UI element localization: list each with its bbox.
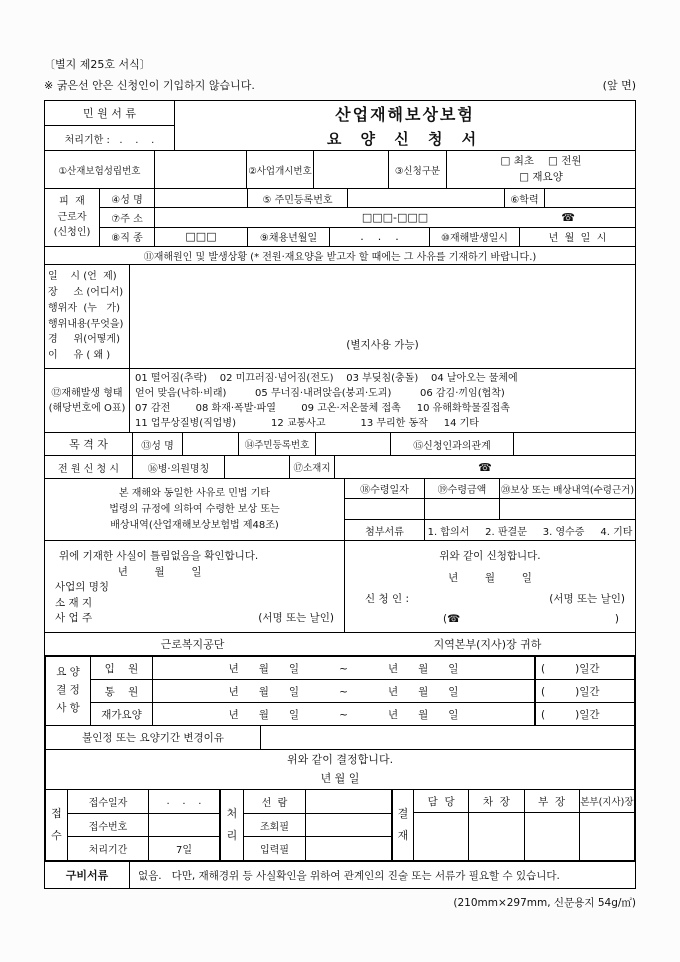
cause-header-row xyxy=(45,247,635,265)
worker-block xyxy=(45,189,635,247)
worker-name-label: ④성 명 xyxy=(100,189,155,207)
accident-type-options[interactable]: 01 떨어짐(추락) 02 미끄러짐·넘어짐(전도) 03 부딪침(충돌) 04 날아오는 물체에 얻어 맞음(낙하·비래) 05 무너짐·내려앉음(붕괴·도괴) 06 감김·끼임(협착) 07 감전 08 화재·폭발·파열 09 고온·저온물체 접촉 10 유해화학물질접촉 11 업무상질병(직업병) 12 교통사고 13 무리한 동작 14 기타 xyxy=(135,372,518,429)
cause-what-label: 행위내용(무엇을) xyxy=(48,318,124,330)
application-form-table xyxy=(44,100,636,889)
phone-icon: ☎ xyxy=(561,210,575,224)
witness-row xyxy=(45,433,635,456)
applicant-phone-close: ) xyxy=(614,612,619,625)
approval-group-label: 결 재 xyxy=(391,790,414,860)
insurance-estab-no-label: ①산재보험성립번호 xyxy=(45,151,155,188)
required-documents-label: 구비서류 xyxy=(45,862,130,888)
worker-address-label: ⑦주 소 xyxy=(100,208,155,226)
worker-rrn-input[interactable] xyxy=(348,189,505,207)
attachments-items: 1. 합의서 2. 판결문 3. 영수증 4. 기타 xyxy=(427,526,633,538)
transfer-row-label: 전 원 신 청 시 xyxy=(45,456,133,478)
cause-header-label: ⑪재해원인 및 발생상황 (* 전원·재요양을 받고자 할 때에는 그 사유를 기재하기 바랍니다.) xyxy=(143,252,537,263)
compensation-detail-input[interactable] xyxy=(500,499,635,519)
accident-datetime-input[interactable]: 년 월 일 시 xyxy=(548,233,607,245)
form-title-line2: 요 양 신 청 서 xyxy=(326,130,484,148)
accident-type-row xyxy=(45,369,635,433)
phone-icon: (☎ xyxy=(443,612,461,625)
bold-line-notice: ※ 굵은선 안은 신청인이 기입하지 않습니다. xyxy=(44,79,255,92)
entry-done-input[interactable] xyxy=(306,837,391,860)
cause-when-label: 일 시 (언 제) xyxy=(48,271,117,283)
decision-statement: 위와 같이 결정합니다. xyxy=(286,752,394,766)
compensation-desc: 본 재해와 동일한 사유로 민법 기타 법령의 규정에 의하여 수령한 보상 또는 배상내역(산업재해보상보험법 제48조) xyxy=(45,479,345,540)
approval-col-director: 본부(지사)장 xyxy=(580,797,634,808)
decision-type-outpatient: 통 원 xyxy=(91,680,153,702)
worker-education-input[interactable] xyxy=(545,189,635,207)
decision-type-homecare: 재가요양 xyxy=(91,703,153,725)
cause-why-label: 이 유 ( 왜 ) xyxy=(48,350,111,362)
approval-sign-deputy[interactable] xyxy=(469,813,524,860)
hire-date-label: ⑨채용년월일 xyxy=(248,228,330,246)
apply-date[interactable]: 년 월 일 xyxy=(448,571,532,584)
required-documents-row xyxy=(45,862,635,888)
receipt-date-label: 접수일자 xyxy=(68,790,149,813)
receipt-block xyxy=(46,790,634,860)
receipt-number-input[interactable] xyxy=(149,814,219,837)
civil-doc-label: 민 원 서 류 xyxy=(83,107,136,120)
process-group-label: 처 리 xyxy=(219,790,244,860)
compensation-block xyxy=(45,479,635,541)
processing-period-value: 7일 xyxy=(175,845,193,857)
addressee-row xyxy=(45,633,635,655)
outpatient-days-input[interactable]: ( )일간 xyxy=(534,680,634,702)
inquiry-done-label: 조회필 xyxy=(244,814,306,837)
inquiry-done-input[interactable] xyxy=(306,814,391,837)
approval-col-deputy: 차 장 xyxy=(469,790,524,812)
apply-statement: 위와 같이 신청합니다. xyxy=(439,550,541,562)
applicant-phone-open[interactable] xyxy=(443,613,460,625)
hospital-name-label: ⑯병·의원명칭 xyxy=(133,456,225,478)
business-start-no-input[interactable] xyxy=(314,151,389,188)
transfer-row xyxy=(45,456,635,479)
employer-confirm-date[interactable]: 년 월 일 xyxy=(117,565,202,578)
business-address-label[interactable]: 소 재 지 xyxy=(55,596,93,609)
rejection-reason-label: 불인정 또는 요양기간 변경이유 xyxy=(46,726,261,749)
receipt-group-label: 접 수 xyxy=(46,790,68,860)
business-start-no-label: ②사업개시번호 xyxy=(247,151,314,188)
cause-description-input[interactable] xyxy=(130,265,635,368)
review-input[interactable] xyxy=(306,790,391,813)
witness-rrn-input[interactable] xyxy=(316,433,391,455)
receive-date-label: ⑱수령일자 xyxy=(345,479,425,498)
compensation-detail-label: ⑳보상 또는 배상내역(수령근거) xyxy=(500,484,635,496)
option-recare-checkbox[interactable]: □ 재요양 xyxy=(519,170,563,183)
care-decision-block xyxy=(46,657,634,726)
approval-col-manager: 부 장 xyxy=(525,790,580,812)
business-owner-label[interactable]: 사 업 주 xyxy=(55,612,93,624)
witness-relation-input[interactable] xyxy=(514,433,635,455)
business-name-label[interactable]: 사업의 명칭 xyxy=(55,581,110,593)
outpatient-period-input[interactable]: 년 월 일 ~ 년 월 일 xyxy=(228,685,459,698)
worker-job-code-boxes[interactable]: □□□ xyxy=(155,228,248,246)
attach-sheet-note: (별지사용 가능) xyxy=(346,339,419,351)
option-initial-checkbox[interactable]: □ 최초 xyxy=(500,154,534,167)
receipt-number-label: 접수번호 xyxy=(68,814,149,837)
applicant-label[interactable]: 신 청 인 : xyxy=(365,593,409,606)
id-numbers-row xyxy=(45,151,635,189)
signature-block xyxy=(45,541,635,633)
attachments-label: 첨부서류 xyxy=(345,520,425,540)
witness-relation-label: ⑮신청인과의관계 xyxy=(391,433,514,455)
hospital-location-input[interactable] xyxy=(335,456,635,478)
receive-amount-label: ⑲수령금액 xyxy=(425,479,500,498)
hospital-location-label: ⑰소재지 xyxy=(290,456,335,478)
processing-period-label: 처리기간 xyxy=(68,837,149,860)
review-label: 선 람 xyxy=(244,790,306,813)
paper-spec-note: (210mm×297mm, 신문용지 54g/㎡) xyxy=(453,897,636,909)
receive-amount-input[interactable] xyxy=(425,499,500,519)
witness-rrn-label: ⑭주민등록번호 xyxy=(239,433,316,455)
form-note: 〔별지 제25호 서식〕 xyxy=(44,58,151,71)
accident-type-label: ⑫재해발생 형태 (해당번호에 O표) xyxy=(45,369,130,432)
inpatient-period-input[interactable]: 년 월 일 ~ 년 월 일 xyxy=(228,662,459,675)
page-side-label: (앞 면) xyxy=(602,79,636,92)
employer-confirm-statement: 위에 기재한 사실이 틀림없음을 확인합니다. xyxy=(59,550,259,562)
approval-col-staff: 담 당 xyxy=(414,790,469,812)
applicant-sign-note: (서명 또는 날인) xyxy=(549,593,625,606)
form-title-line1: 산업재해보상보험 xyxy=(335,105,475,124)
rejection-reason-input[interactable] xyxy=(261,726,634,749)
employer-sign-note: (서명 또는 날인) xyxy=(258,612,334,624)
title-row xyxy=(45,101,635,151)
worker-name-input[interactable] xyxy=(155,189,248,207)
rejection-reason-row xyxy=(46,726,634,750)
hospital-name-input[interactable] xyxy=(225,456,290,478)
insurance-estab-no-input[interactable] xyxy=(155,151,247,188)
phone-icon: ☎ xyxy=(478,460,492,474)
worker-job-label: ⑧직 종 xyxy=(100,228,155,246)
postal-code-boxes[interactable]: □□□-□□□ xyxy=(361,210,429,224)
worker-education-label: ⑥학력 xyxy=(505,189,545,207)
witness-name-input[interactable] xyxy=(183,433,239,455)
worker-address-input[interactable] xyxy=(155,208,635,226)
receive-date-input[interactable] xyxy=(345,499,425,519)
decision-date[interactable]: 년 월 일 xyxy=(320,771,360,785)
addressee-to: 지역본부(지사)장 귀하 xyxy=(433,638,542,651)
form-sheet xyxy=(44,56,636,910)
accident-datetime-label: ⑩재해발생일시 xyxy=(430,228,520,246)
approval-sign-director[interactable] xyxy=(580,813,634,860)
witness-row-label: 목 격 자 xyxy=(45,433,133,455)
worker-group-label: 피 재 근로자 (신청인) xyxy=(45,189,100,246)
decision-type-inpatient: 입 원 xyxy=(91,657,153,679)
receipt-date-input[interactable]: . . . xyxy=(166,795,202,807)
decision-statement-row xyxy=(46,750,634,790)
care-decision-group-label: 요 양 결 정 사 항 xyxy=(46,657,91,725)
approval-sign-manager[interactable] xyxy=(525,813,580,860)
deadline-label: 처리기한 : . . . xyxy=(64,134,155,146)
entry-done-label: 입력필 xyxy=(244,837,306,860)
apply-type-label: ③신청구분 xyxy=(389,151,447,188)
inpatient-days-input[interactable]: ( )일간 xyxy=(534,657,634,679)
approval-sign-staff[interactable] xyxy=(414,813,469,860)
addressee-org: 근로복지공단 xyxy=(160,638,225,651)
cause-where-label: 장 소 (어디서) xyxy=(48,286,124,298)
agency-section xyxy=(44,655,636,862)
worker-rrn-label: ⑤ 주민등록번호 xyxy=(248,189,348,207)
homecare-period-input[interactable]: 년 월 일 ~ 년 월 일 xyxy=(228,708,459,721)
cause-detail-block xyxy=(45,265,635,369)
hire-date-input[interactable]: . . . xyxy=(330,228,430,246)
witness-name-label: ⑬성 명 xyxy=(133,433,183,455)
cause-who-label: 행위자 (누 가) xyxy=(48,302,120,314)
option-transfer-checkbox[interactable]: □ 전원 xyxy=(548,154,582,167)
required-documents-text: 없음. 다만, 재해경위 등 사실확인을 위하여 관계인의 진술 또는 서류가 필요할 수 있습니다. xyxy=(138,869,560,882)
homecare-days-input[interactable]: ( )일간 xyxy=(534,703,634,725)
cause-how-label: 경 위(어떻게) xyxy=(48,334,120,346)
